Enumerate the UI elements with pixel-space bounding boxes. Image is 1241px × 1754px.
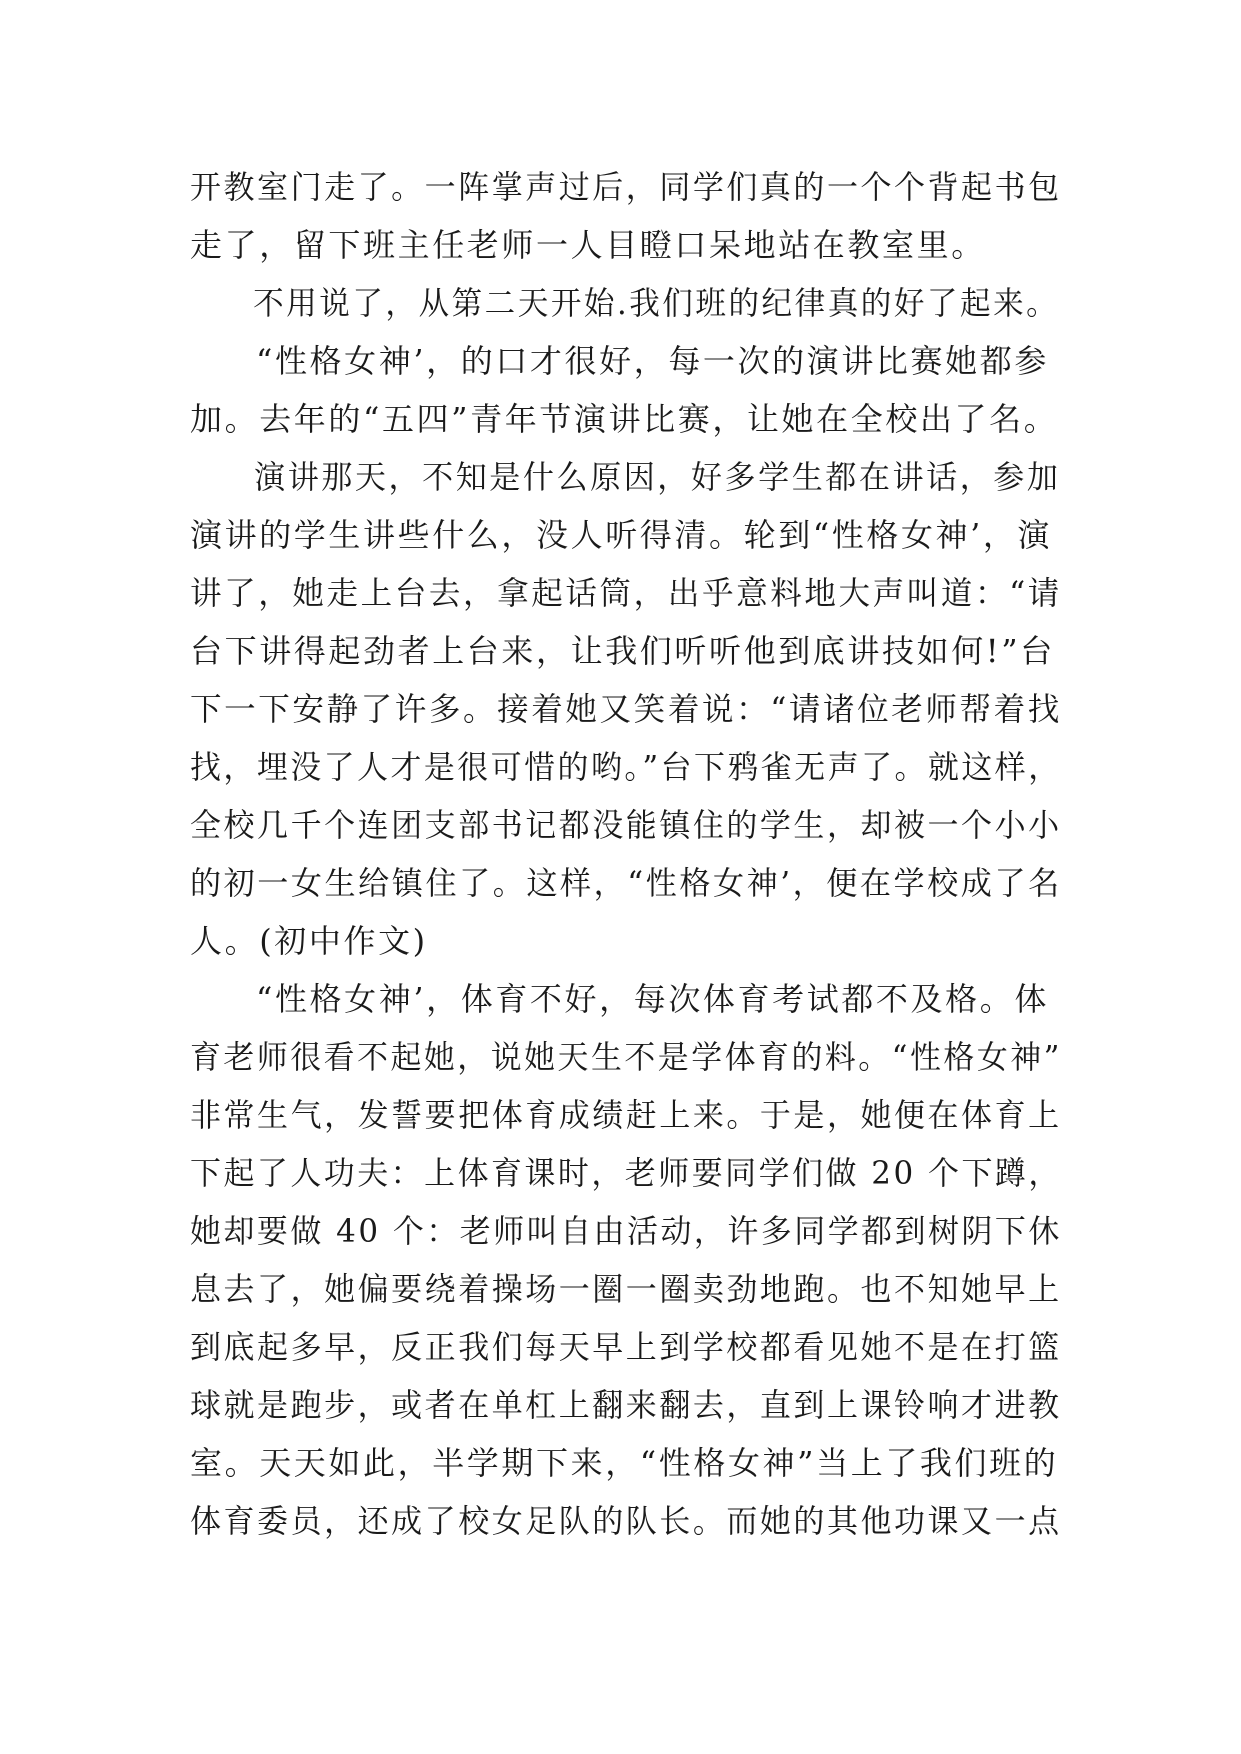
text-line: 她却要做 40 个：老师叫自由活动，许多同学都到树阴下休: [190, 1212, 1062, 1250]
text-line: 走了，留下班主任老师一人目瞪口呆地站在教室里。: [190, 226, 986, 264]
text-line: “性格女神’，的口才很好，每一次的演讲比赛她都参: [256, 342, 1049, 380]
text-line: 开教室门走了。一阵掌声过后，同学们真的一个个背起书包: [190, 168, 1062, 206]
text-line: 演讲那天，不知是什么原因，好多学生都在讲话，参加: [254, 458, 1061, 496]
text-line: 加。去年的“五四”青年节演讲比赛，让她在全校出了名。: [190, 400, 1059, 438]
text-line: 找，埋没了人才是很可惜的哟。”台下鸦雀无声了。就这样，: [190, 748, 1062, 786]
text-line: 育老师很看不起她，说她天生不是学体育的料。“性格女神”: [190, 1038, 1062, 1076]
text-line: 全校几千个连团支部书记都没能镇住的学生，却被一个小小: [190, 806, 1062, 844]
document-body: [190, 158, 1062, 1550]
text-line: 人。(初中作文): [190, 922, 428, 960]
text-line: 体育委员，还成了校女足队的队长。而她的其他功课又一点: [190, 1502, 1062, 1540]
text-line: 室。天天如此，半学期下来，“性格女神”当上了我们班的: [190, 1444, 1059, 1482]
text-line: 非常生气，发誓要把体育成绩赶上来。于是，她便在体育上: [190, 1096, 1062, 1134]
text-line: 息去了，她偏要绕着操场一圈一圈卖劲地跑。也不知她早上: [190, 1270, 1062, 1308]
text-line: 球就是跑步，或者在单杠上翻来翻去，直到上课铃响才进教: [190, 1386, 1062, 1424]
text-line: “性格女神’，体育不好，每次体育考试都不及格。体: [256, 980, 1049, 1018]
text-line: 演讲的学生讲些什么，没人听得清。轮到“性格女神’，演: [190, 516, 1053, 554]
text-line: 不用说了，从第二天开始.我们班的纪律真的好了起来。: [253, 284, 1060, 322]
text-line: 下起了人功夫：上体育课时，老师要同学们做 20 个下蹲，: [190, 1154, 1062, 1192]
text-line: 讲了，她走上台去，拿起话筒，出乎意料地大声叫道：“请: [190, 574, 1062, 612]
text-line: 台下讲得起劲者上台来，让我们听听他到底讲技如何!”台: [190, 632, 1055, 670]
text-line: 下一下安静了许多。接着她又笑着说：“请诸位老师帮着找: [190, 690, 1062, 728]
text-line: 的初一女生给镇住了。这样，“性格女神’，便在学校成了名: [190, 864, 1062, 902]
text-line: 到底起多早，反正我们每天早上到学校都看见她不是在打篮: [190, 1328, 1062, 1366]
